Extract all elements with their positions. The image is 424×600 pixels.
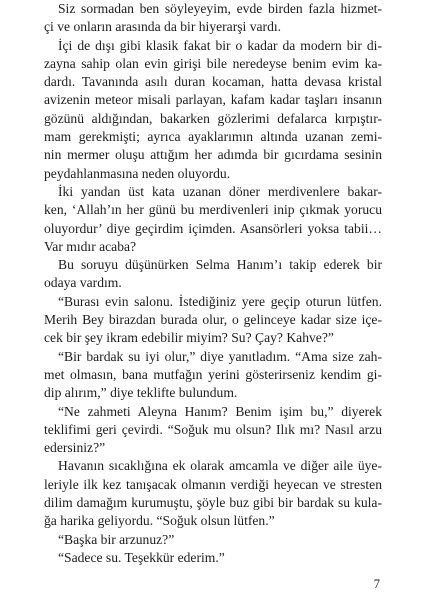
text-line: avizenin meteor misali parlayan, kafam kadar taşları insanın: [44, 92, 382, 108]
text-line: Havanın sıcaklığına ek olarak amcamla ve diğer aile üye-: [58, 458, 382, 474]
text-line: “Burası evin salonu. İstediğiniz yere geçip oturun lütfen.: [58, 293, 382, 309]
text-line: Merih Bey birazdan burada olur, o gelinceye kadar size içe-: [44, 312, 382, 328]
text-line: teklifimi geri çevirdi. “Soğuk mu olsun? Ilık mı? Nasıl arzu: [44, 421, 382, 437]
text-line: cek bir şey ikram edebilir miyim? Su? Çay? Kahve?”: [44, 330, 334, 346]
text-line: zayna sahip olan evin girişi bile neredeyse benim evim ka-: [44, 55, 382, 71]
text-line: dardı. Tavanında asılı duran kocaman, hatta devasa kristal: [44, 74, 382, 90]
paragraph: [44, 348, 382, 403]
paragraph: [44, 403, 382, 458]
paragraph: [44, 293, 382, 348]
paragraph: [44, 549, 382, 567]
paragraph: [44, 183, 382, 256]
text-line: odaya vardım.: [44, 275, 122, 291]
text-line: Siz sormadan ben söyleyeyim, evde birden fazla hizmet-: [58, 1, 382, 16]
text-line: leriyle ilk kez tanışacak olmanın verdiği heyecan ve stresten: [44, 476, 382, 492]
paragraph: [44, 256, 382, 293]
text-line: met olmasın, bana mutfağın yerini gösterirseniz kendim gi-: [44, 366, 382, 382]
text-line: ğa harika geliyordu. “Soğuk olsun lütfen.”: [44, 513, 275, 529]
text-line: peydahlanmasına neden oluyordu.: [44, 165, 231, 181]
paragraph: [44, 531, 382, 549]
book-page-text: [44, 0, 382, 567]
text-line: mam gerekmişti; ayrıca ayaklarımın altında uzanan zemi-: [44, 129, 382, 145]
text-line: edersiniz?”: [44, 440, 106, 456]
text-line: “Başka bir arzunuz?”: [58, 531, 175, 547]
text-line: ken, ‘Allah’ın her günü bu merdivenleri inip çıkmak yorucu: [44, 202, 382, 218]
text-line: gözünü aldığından, bakarken gözlerimi defalarca kırpıştır-: [44, 110, 382, 126]
text-line: Bu soruyu düşünürken Selma Hanım’ı takip ederek bir: [58, 257, 382, 273]
text-line: İçi de dışı gibi klasik fakat bir o kadar da modern bir di-: [58, 37, 382, 53]
text-line: dip alırım,” diye teklifte bulundum.: [44, 385, 238, 401]
text-line: dilim damağım kurumuştu, şöyle buz gibi bir bardak su kula-: [44, 495, 382, 511]
text-line: “Ne zahmeti Aleyna Hanım? Benim işim bu,” diyerek: [58, 403, 382, 419]
text-line: oluyordur’ diye geçirdim içimden. Asansörleri yoksa tabii…: [44, 220, 382, 236]
paragraph: [44, 0, 382, 37]
text-line: çi ve onların arasında da bir hiyerarşi vardı.: [44, 19, 282, 35]
text-line: “Bir bardak su iyi olur,” diye yanıtladım. “Ama size zah-: [58, 348, 382, 364]
text-line: “Sadece su. Teşekkür ederim.”: [58, 549, 225, 565]
text-line: nin mermer oluşu attığım her adımda bir gıcırdama sesinin: [44, 147, 382, 163]
paragraph: [44, 37, 382, 183]
text-line: Var mıdır acaba?: [44, 238, 137, 254]
page-number: 7: [373, 577, 380, 591]
text-line: İki yandan üst kata uzanan döner merdivenlere bakar-: [58, 183, 382, 199]
paragraph: [44, 457, 382, 530]
